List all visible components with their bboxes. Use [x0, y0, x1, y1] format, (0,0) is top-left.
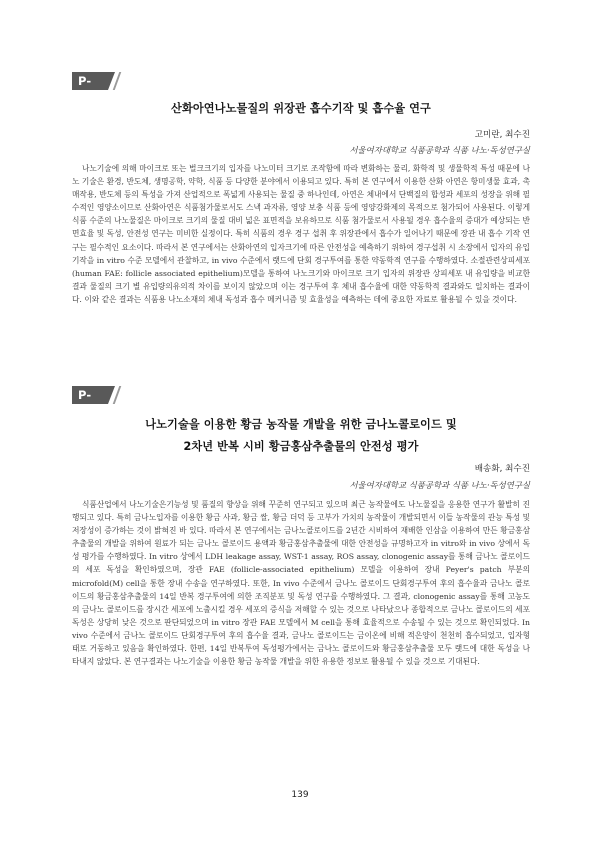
article-affiliation: 서울여자대학교 식품공학과 식품 나노·독성연구실	[349, 480, 530, 490]
page-number: 139	[291, 790, 309, 800]
article-title-line: 나노기술을 이용한 황금 농작물 개발을 위한 금나노콜로이드 및	[145, 418, 457, 431]
article-authors: 배송화, 최수진	[474, 464, 530, 474]
article-tag-label: P-14	[72, 386, 108, 404]
article-title-line: 산화아연나노물질의 위장관 흡수기작 및 흡수율 연구	[171, 102, 431, 115]
article-affiliation: 서울여자대학교 식품공학과 식품 나노·독성연구실	[349, 145, 530, 155]
article-tag-label: P-13	[72, 72, 108, 90]
article-abstract: 나노기술에 의해 마이크로 또는 벌크크기의 입자를 나노미터 크기로 조작함에 따라 변화하는 물리, 화학적 및 생물학적 특성 때문에 나노 기술은 환경, 반도체, 생명공학, 약학, 식품 등 다양한 분야에서 이용되고 있다. 특히 본 연구에서 이용한 산화 아연은 항미생물 효과, 촉매작용, 반도체 등의 특성을 가져 산업적으로 폭넓게 사용되는 물질 중 하나인데, 아연은 체내에서 단백질의 합성과 세포의 성장을 위해 필수적인 영양소이므로 산화아연은 식품첨가물로서도 스낵 과자류, 영양 보충 식품 등에 영양강화제의 목적으로 첨가되어 사용된다. 이렇게 식품 수준의 나노물질은 마이크로 크기의 물질 대비 넓은 표면적을 보유하므로 식품 첨가물로서 사용될 경우 흡수율의 증대가 예상되는 반면효율 및 독성, 안전성 연구는 미비한 실정이다. 특히 식품의 경우 경구 섭취 후 위장관에서 흡수가 일어나기 때문에 장관 내 흡수 기작 연구는 필수적인 요소이다. 따라서 본 연구에서는 산화아연의 입자크기에 따른 안전성을 예측하기 위하여 경구섭취 시 소장에서 입자의 유입 기작을 in vitro 수준 모델에서 관찰하고, in vivo 수준에서 랫드에 단회 경구투여를 통한 약동학적 연구를 수행하였다. 소절관련상피세포(human FAE: follicle associated epithelium)모델을 통하여 나노크기와 마이크로 크기 입자의 위장관 상피세포 내 유입량을 비교한 결과 물질의 크기 별 유입량의유의적 차이를 보이지 않았으며 이는 경구투여 후 체내 흡수율에 대한 약동학적 결과와도 일치하는 결과이다. 이와 같은 결과는 식품용 나노소재의 체내 독성과 흡수 메커니즘 및 효율성을 예측하는 데에 중요한 자료로 활용될 수 있을 것이다.	[72, 164, 530, 304]
article-tag	[72, 386, 118, 420]
article-tag	[72, 72, 118, 106]
article-title	[72, 414, 530, 458]
article-abstract: 식품산업에서 나노기술은기능성 및 품질의 향상을 위해 꾸준히 연구되고 있으며 최근 농작물에도 나노물질을 응용한 연구가 활발히 진행되고 있다. 특히 금나노입자를 이용한 황금 사과, 황금 쌀, 황금 더덕 등 고부가 가치의 농작물이 개발되면서 이들 농작물의 관능 특성 및 저장성이 증가하는 것이 밝혀진 바 있다. 따라서 본 연구에서는 금나노콜로이드를 2년간 시비하여 재배한 인삼을 이용하여 만든 황금홍삼추출물의 개발을 위하여 원료가 되는 금나노 콜로이드 용액과 황금홍삼추출물에 대한 안전성을 규명하고자 in vitro와 in vivo 상에서 독성 평가를 수행하였다. In vitro 상에서 LDH leakage assay, WST-1 assay, ROS assay, clonogenic assay를 통해 금나노 콜로이드의 세포 독성을 확인하였으며, 장관 FAE (follicle-associated epithelium) 모델을 이용하여 장내 Peyer's patch 부분의 microfold(M) cell을 통한 장내 수송을 연구하였다. 또한, In vivo 수준에서 금나노 콜로이드 단회경구투여 후의 흡수율과 금나노 콜로이드의 황금홍삼추출물의 14일 반복 경구투여에 의한 조직분포 및 독성 연구를 수행하였다. 그 결과, clonogenic assay를 통해 고농도의 금나노 콜로이드를 장시간 세포에 노출시킬 경우 세포의 증식을 저해할 수 있는 것으로 나타났으나 종합적으로 금나노 콜로이드의 세포독성은 상당히 낮은 것으로 판단되었으며 in vitro 장관 FAE 모델에서 M cell을 통해 효율적으로 수송될 수 있는 것으로 확인되었다. In vivo 수준에서 금나노 콜로이드 단회경구투여 후의 흡수율 결과, 금나노 콜로이드는 금이온에 비해 적은양이 천천히 흡수되었고, 입자형태로 거동하고 있음을 확인하였다. 한편, 14일 반복투여 독성평가에서는 금나노 콜로이드와 황금홍삼추출물 모두 랫드에 대한 독성을 나타내지 않았다. 본 연구결과는 나노기술을 이용한 황금 농작물 개발을 위한 유용한 정보로 활용될 수 있을 것으로 기대된다.	[72, 500, 530, 667]
article-title-line: 2차년 반복 시비 황금홍삼추출물의 안전성 평가	[183, 440, 419, 453]
article-authors: 고미란, 최수진	[474, 130, 530, 140]
article-p14	[72, 386, 530, 706]
article-title	[72, 100, 530, 116]
article-p13	[72, 72, 530, 372]
